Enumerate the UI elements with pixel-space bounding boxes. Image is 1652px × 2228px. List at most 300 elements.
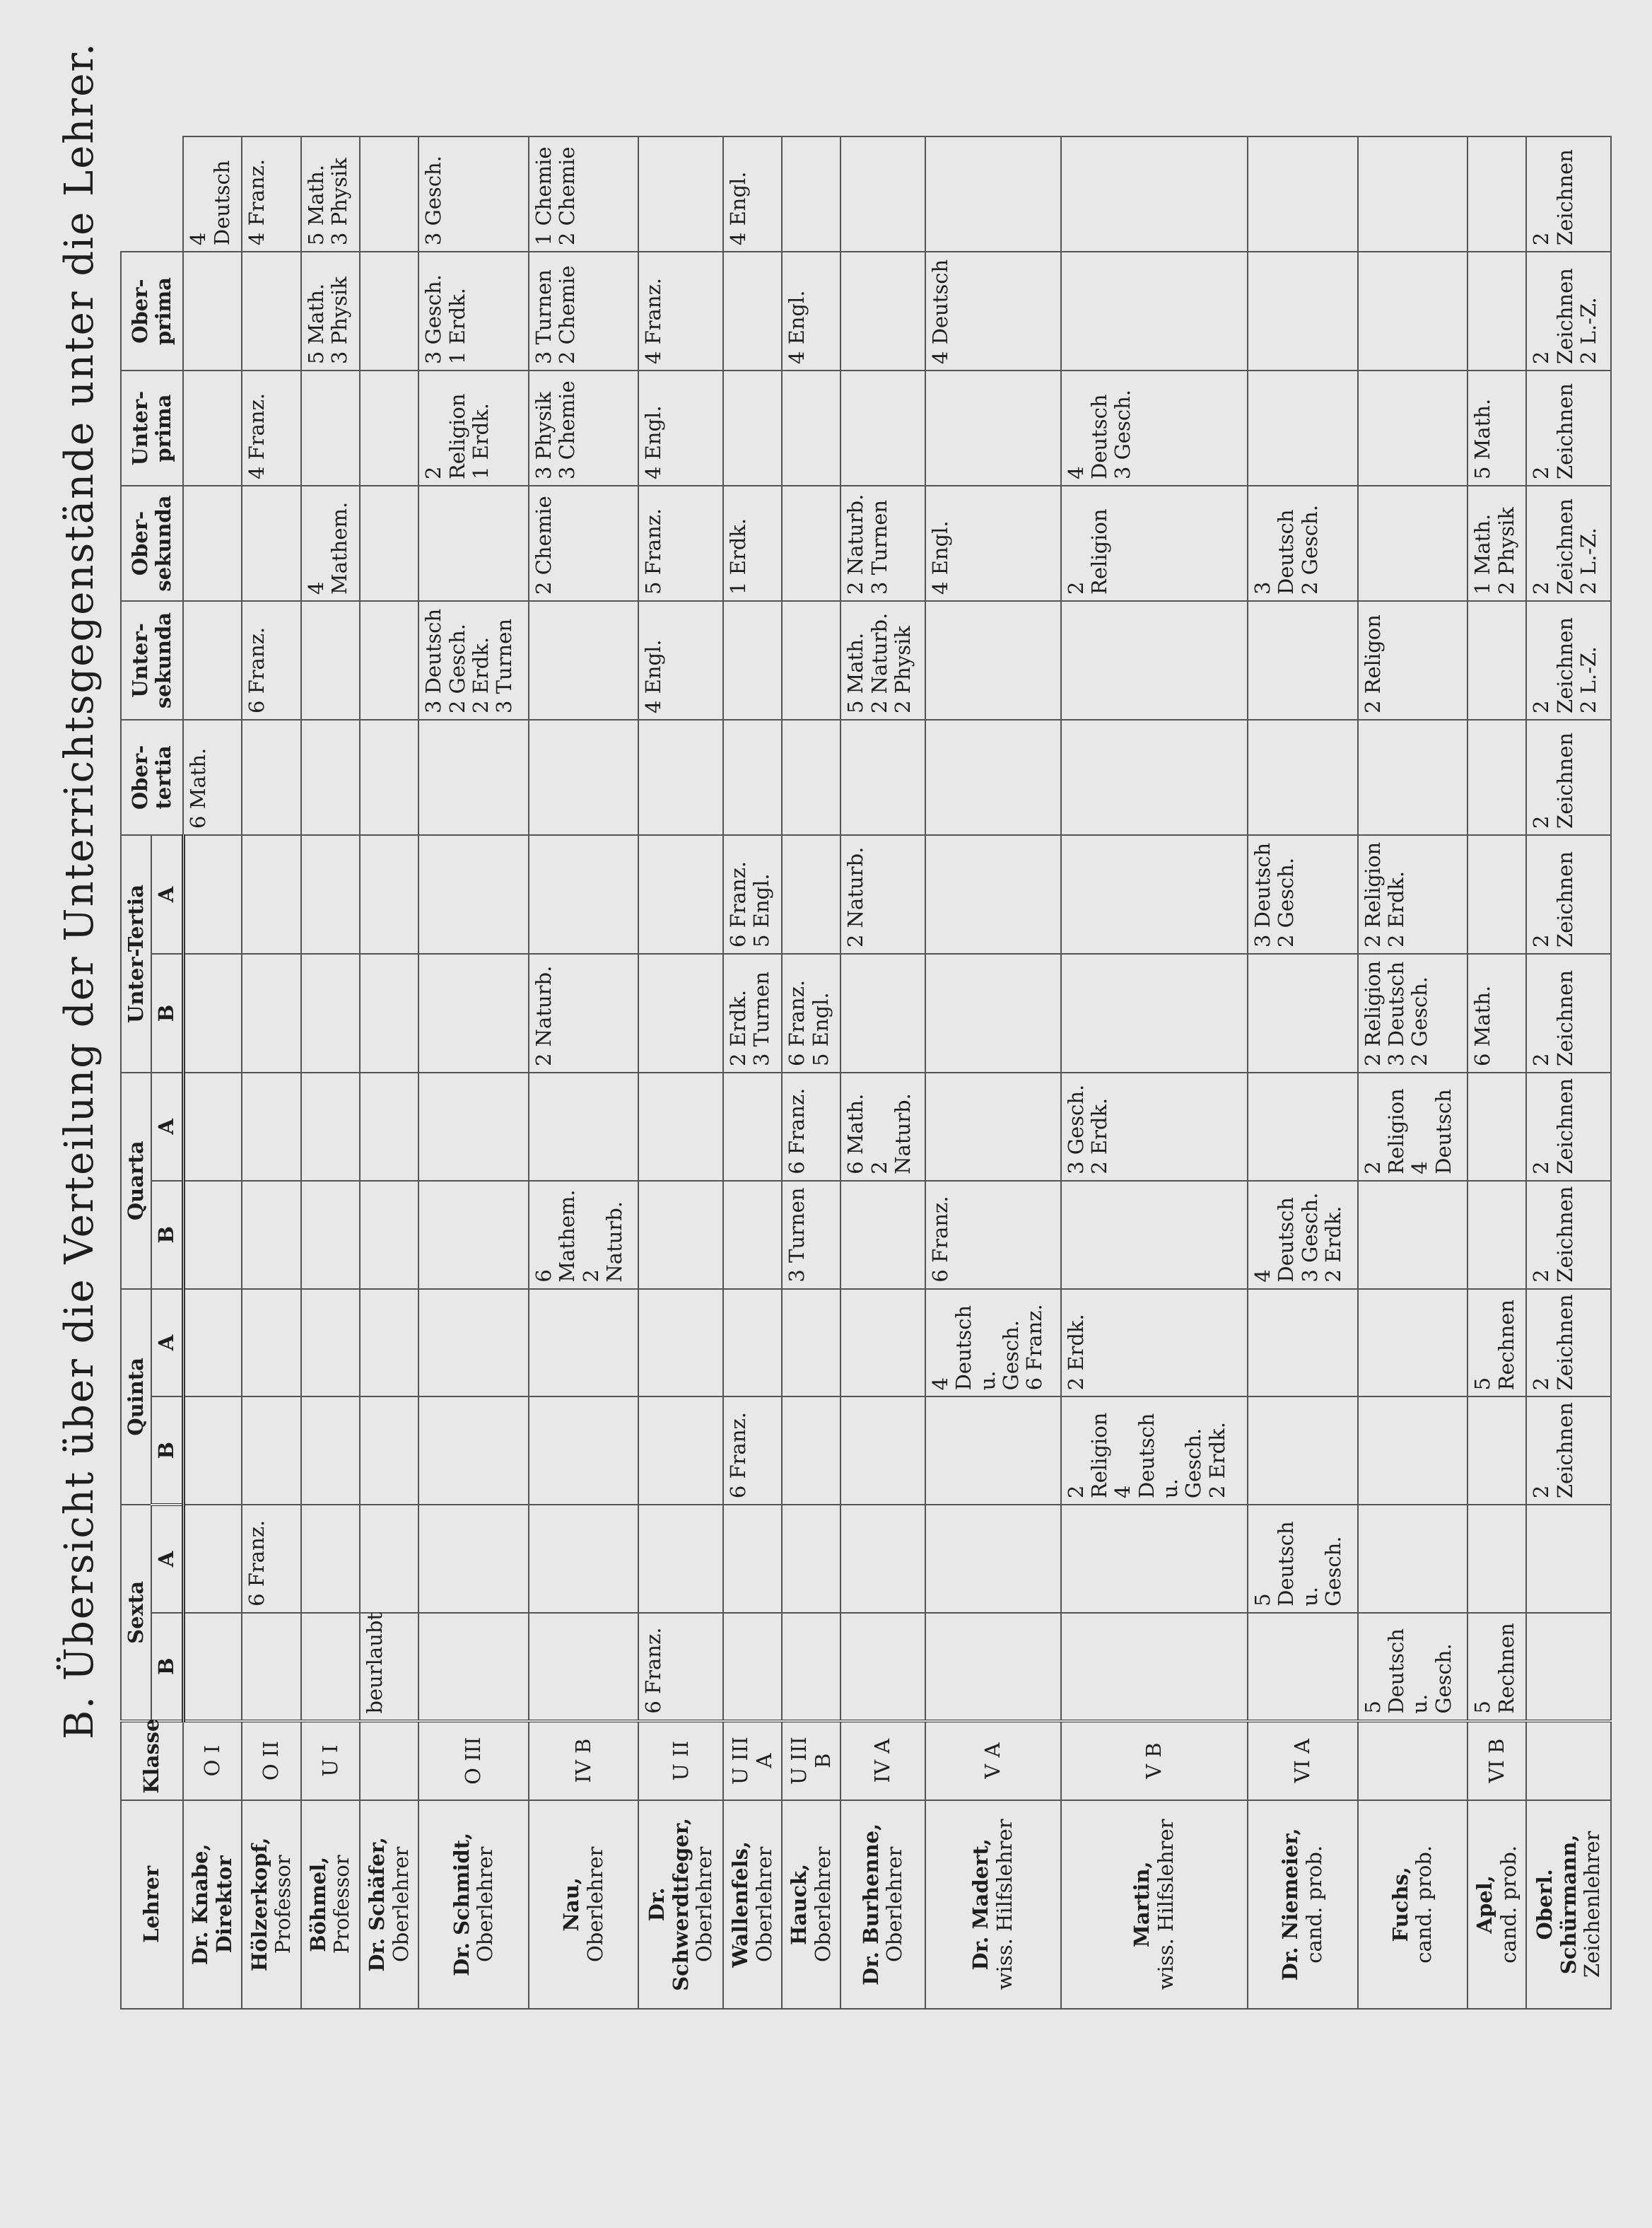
class-cell: U III A	[723, 1721, 782, 1800]
class-cell: O I	[183, 1721, 242, 1800]
lesson-cell	[638, 954, 722, 1073]
lesson-cell: 3 Turnen	[782, 1181, 840, 1289]
teacher-name: Nau,	[559, 1877, 584, 1932]
header-oberprima: Ober- prima	[121, 252, 183, 371]
lesson-cell: 4 Franz.	[242, 371, 300, 486]
lesson-cell	[418, 486, 529, 601]
lesson-cell	[1248, 1613, 1358, 1721]
lesson-cell	[1248, 136, 1358, 252]
lesson-cell	[638, 136, 722, 252]
table-row	[1526, 136, 1611, 2009]
lesson-cell	[360, 252, 418, 371]
lesson-cell	[840, 954, 925, 1073]
header-sub-b: B	[151, 1396, 183, 1505]
lesson-cell	[360, 371, 418, 486]
lesson-cell	[1526, 1613, 1611, 1721]
teacher-cell	[638, 1800, 722, 2009]
lesson-cell	[1468, 1396, 1526, 1505]
header-sub-a: A	[151, 1073, 183, 1181]
lesson-cell	[782, 371, 840, 486]
lesson-cell	[183, 252, 242, 371]
lesson-cell	[1061, 954, 1248, 1073]
header-sub-a: A	[151, 1289, 183, 1397]
teacher-name: Hölzerkopf,	[247, 1837, 271, 1972]
class-cell	[360, 1721, 418, 1800]
lesson-cell	[529, 1289, 639, 1397]
lesson-cell	[301, 1181, 360, 1289]
lesson-cell	[1358, 1396, 1468, 1505]
teacher-name: Dr. Madert,	[968, 1838, 993, 1971]
lesson-cell	[782, 136, 840, 252]
lesson-cell: 2 Zeichnen	[1526, 835, 1611, 954]
lesson-cell	[301, 1505, 360, 1613]
lesson-cell	[183, 601, 242, 720]
lesson-cell	[638, 1181, 722, 1289]
lesson-cell	[242, 835, 300, 954]
lesson-cell	[723, 1073, 782, 1181]
teacher-role: Oberlehrer	[691, 1846, 716, 1963]
lesson-cell	[840, 136, 925, 252]
lesson-cell	[242, 954, 300, 1073]
lesson-cell	[840, 1289, 925, 1397]
lesson-cell	[1248, 954, 1358, 1073]
lesson-cell	[529, 601, 639, 720]
lesson-cell	[638, 720, 722, 835]
lesson-cell	[183, 486, 242, 601]
table-row	[418, 136, 529, 2009]
lesson-cell: 6 Franz.	[782, 1073, 840, 1181]
lesson-cell	[1061, 136, 1248, 252]
lesson-cell	[840, 1505, 925, 1613]
lesson-cell: 6 Math.	[1468, 954, 1526, 1073]
lesson-cell: 2 Religon	[1358, 601, 1468, 720]
lesson-cell: 4 Deutsch	[183, 136, 242, 252]
lesson-cell	[638, 1289, 722, 1397]
lesson-cell	[925, 1073, 1061, 1181]
teacher-name: Wallenfels,	[728, 1841, 753, 1968]
lesson-cell	[529, 720, 639, 835]
header-untersekunda: Unter- sekunda	[121, 601, 183, 720]
header-sub-b: B	[151, 1613, 183, 1721]
teacher-name: Martin,	[1130, 1861, 1154, 1948]
lesson-cell	[242, 252, 300, 371]
lesson-cell	[183, 371, 242, 486]
teacher-name: Fuchs,	[1388, 1867, 1413, 1942]
lesson-cell	[1061, 601, 1248, 720]
header-sub-a: A	[151, 835, 183, 954]
lesson-cell	[183, 954, 242, 1073]
lesson-cell: 6 Franz.	[723, 1396, 782, 1505]
table-row	[301, 136, 360, 2009]
teacher-name: Dr. Schmidt,	[449, 1832, 474, 1976]
class-cell	[1526, 1721, 1611, 1800]
teacher-cell	[301, 1800, 360, 2009]
class-cell: IV B	[529, 1721, 639, 1800]
lesson-cell	[1061, 835, 1248, 954]
lesson-cell: 5 Rechnen	[1468, 1289, 1526, 1397]
table-row	[1248, 136, 1358, 2009]
lesson-cell	[1358, 720, 1468, 835]
table-body	[183, 136, 1611, 2009]
lesson-cell	[1061, 720, 1248, 835]
lesson-cell	[360, 720, 418, 835]
lesson-cell	[1468, 601, 1526, 720]
lesson-cell	[1358, 371, 1468, 486]
lesson-cell	[418, 1613, 529, 1721]
lesson-cell: 4 Deutsch 3 Gesch.	[1061, 371, 1248, 486]
teacher-cell	[418, 1800, 529, 2009]
lesson-cell	[782, 1396, 840, 1505]
lesson-cell	[782, 720, 840, 835]
lesson-cell: 2 Naturb.	[840, 835, 925, 954]
distribution-table-wrapper	[120, 136, 1612, 2010]
lesson-cell: 2 Zeichnen	[1526, 136, 1611, 252]
teacher-name: Hauck,	[787, 1863, 812, 1945]
lesson-cell	[1248, 1396, 1358, 1505]
lesson-cell	[723, 1613, 782, 1721]
lesson-cell: 4 Engl.	[638, 601, 722, 720]
lesson-cell: 2 Religion 4 Deutsch u. Gesch. 2 Erdk.	[1061, 1396, 1248, 1505]
teacher-role: cand. prob.	[1412, 1845, 1436, 1964]
teacher-name: Böhmel,	[305, 1856, 330, 1952]
lesson-cell	[840, 371, 925, 486]
lesson-cell	[925, 136, 1061, 252]
lesson-cell	[782, 1613, 840, 1721]
table-row	[925, 136, 1061, 2009]
teacher-cell	[1468, 1800, 1526, 2009]
class-cell: O III	[418, 1721, 529, 1800]
teacher-name: Dr. Niemeier,	[1278, 1828, 1303, 1981]
lesson-cell: 5 Franz.	[638, 486, 722, 601]
table-row	[782, 136, 840, 2009]
lesson-cell	[360, 1181, 418, 1289]
lesson-cell	[242, 720, 300, 835]
lesson-cell: 3 Deutsch 2 Gesch.	[1248, 835, 1358, 954]
lesson-cell	[301, 1613, 360, 1721]
table-row	[242, 136, 300, 2009]
lesson-cell	[418, 954, 529, 1073]
lesson-cell	[301, 371, 360, 486]
lesson-cell: 6 Math.	[183, 720, 242, 835]
lesson-cell: 2 Naturb. 3 Turnen	[840, 486, 925, 601]
lesson-cell: 3 Gesch. 2 Erdk.	[1061, 1073, 1248, 1181]
lesson-cell: 5 Math. 3 Physik	[301, 252, 360, 371]
teacher-role: Oberlehrer	[473, 1846, 497, 1963]
lesson-cell	[301, 1396, 360, 1505]
lesson-cell: 4 Mathem.	[301, 486, 360, 601]
lesson-cell	[782, 835, 840, 954]
teacher-role: Professor	[271, 1855, 295, 1954]
header-sub-b: B	[151, 1181, 183, 1289]
lesson-cell: 3 Physik 3 Chemie	[529, 371, 639, 486]
lesson-cell	[1468, 1073, 1526, 1181]
lesson-cell	[301, 601, 360, 720]
lesson-cell	[925, 601, 1061, 720]
teacher-cell	[1526, 1800, 1611, 2009]
lesson-cell	[242, 1289, 300, 1397]
lesson-cell	[529, 835, 639, 954]
lesson-cell: 2 Zeichnen	[1526, 954, 1611, 1073]
lesson-cell: 2 Religion 4 Deutsch	[1358, 1073, 1468, 1181]
lesson-cell: 6 Franz.	[925, 1181, 1061, 1289]
teacher-role: wiss. Hilfslehrer	[1153, 1819, 1178, 1990]
teacher-role: Oberlehrer	[882, 1846, 907, 1963]
lesson-cell	[925, 954, 1061, 1073]
lesson-cell	[782, 486, 840, 601]
lesson-cell	[301, 954, 360, 1073]
lesson-cell	[529, 1613, 639, 1721]
teacher-name: Dr. Schwerdtfeger,	[645, 1817, 693, 1991]
lesson-cell	[840, 1396, 925, 1505]
lesson-cell: 2 Zeichnen	[1526, 371, 1611, 486]
lesson-cell	[638, 1505, 722, 1613]
lesson-cell: 4 Engl.	[782, 252, 840, 371]
table-row	[529, 136, 639, 2009]
teacher-cell	[360, 1800, 418, 2009]
lesson-cell	[638, 1396, 722, 1505]
lesson-cell: 6 Math. 2 Naturb.	[840, 1073, 925, 1181]
lesson-cell	[1248, 1289, 1358, 1397]
lesson-cell: 2 Religion	[1061, 486, 1248, 601]
teacher-cell	[1248, 1800, 1358, 2009]
lesson-cell	[183, 1181, 242, 1289]
lesson-cell	[1358, 1505, 1468, 1613]
lesson-cell	[529, 1505, 639, 1613]
lesson-cell	[1468, 252, 1526, 371]
class-cell: VI B	[1468, 1721, 1526, 1800]
lesson-cell	[1248, 1073, 1358, 1181]
lesson-cell: beurlaubt	[360, 1613, 418, 1721]
teacher-name: Apel,	[1472, 1875, 1497, 1934]
teacher-cell	[183, 1800, 242, 2009]
lesson-cell: 2 Religion 3 Deutsch 2 Gesch.	[1358, 954, 1468, 1073]
lesson-cell	[840, 252, 925, 371]
class-cell: O II	[242, 1721, 300, 1800]
lesson-cell	[529, 1396, 639, 1505]
lesson-cell	[1468, 136, 1526, 252]
lesson-cell	[418, 1073, 529, 1181]
lesson-cell	[1526, 1505, 1611, 1613]
teacher-role: wiss. Hilfslehrer	[992, 1819, 1017, 1990]
lesson-cell: 2 Zeichnen	[1526, 1073, 1611, 1181]
teacher-cell	[840, 1800, 925, 2009]
teacher-role: Professor	[329, 1855, 354, 1954]
lesson-cell	[301, 1073, 360, 1181]
lesson-cell	[925, 1505, 1061, 1613]
header-sub-a: A	[151, 1505, 183, 1613]
lesson-cell: 2 Religion 1 Erdk.	[418, 371, 529, 486]
lesson-cell	[723, 720, 782, 835]
lesson-cell	[723, 1181, 782, 1289]
teacher-name: Dr. Schäfer,	[365, 1837, 389, 1972]
lesson-cell: 2 Zeichnen	[1526, 1396, 1611, 1505]
lesson-cell	[301, 1289, 360, 1397]
lesson-cell: 2 Zeichnen	[1526, 1181, 1611, 1289]
lesson-cell	[925, 720, 1061, 835]
lesson-cell	[183, 1396, 242, 1505]
lesson-cell: 1 Chemie 2 Chemie	[529, 136, 639, 252]
lesson-cell	[1358, 1181, 1468, 1289]
lesson-cell	[360, 601, 418, 720]
teacher-name: Dr. Burhenne,	[858, 1823, 883, 1985]
lesson-cell	[301, 720, 360, 835]
lesson-cell	[782, 1505, 840, 1613]
lesson-cell	[723, 1289, 782, 1397]
lesson-cell	[301, 835, 360, 954]
table-row	[360, 136, 418, 2009]
lesson-cell	[529, 1073, 639, 1181]
lesson-cell	[360, 954, 418, 1073]
lesson-cell	[840, 1181, 925, 1289]
header-quarta: Quarta	[121, 1073, 151, 1289]
lesson-cell: 3 Deutsch 2 Gesch.	[1248, 486, 1358, 601]
teacher-role: Oberlehrer	[582, 1846, 607, 1963]
lesson-cell	[638, 835, 722, 954]
header-unter-tertia: Unter-Tertia	[121, 835, 151, 1073]
lesson-cell	[418, 835, 529, 954]
lesson-cell	[840, 1613, 925, 1721]
lesson-cell	[418, 1396, 529, 1505]
lesson-cell	[1358, 136, 1468, 252]
table-row	[1468, 136, 1526, 2009]
lesson-cell	[1468, 1181, 1526, 1289]
table-row	[1358, 136, 1468, 2009]
lesson-cell	[723, 601, 782, 720]
header-lehrer: Lehrer	[121, 1800, 183, 2009]
lesson-cell	[360, 1073, 418, 1181]
lesson-cell: 6 Franz. 5 Engl.	[782, 954, 840, 1073]
lesson-cell: 3 Gesch. 1 Erdk.	[418, 252, 529, 371]
lesson-cell	[183, 1505, 242, 1613]
lesson-cell: 4 Deutsch 3 Gesch. 2 Erdk.	[1248, 1181, 1358, 1289]
lesson-cell	[782, 601, 840, 720]
lesson-cell: 5 Deutsch u. Gesch.	[1358, 1613, 1468, 1721]
lesson-cell: 2 Zeichnen 2 L.-Z.	[1526, 486, 1611, 601]
teacher-name: Oberl. Schürmann,	[1533, 1834, 1581, 1975]
lesson-cell	[418, 1181, 529, 1289]
lesson-cell: 2 Zeichnen 2 L.-Z.	[1526, 601, 1611, 720]
lesson-cell	[360, 136, 418, 252]
lesson-cell	[1061, 1613, 1248, 1721]
lesson-cell	[723, 371, 782, 486]
teacher-role: Zeichenlehrer	[1579, 1831, 1604, 1978]
header-unterprima: Unter- prima	[121, 371, 183, 486]
lesson-cell: 2 Zeichnen	[1526, 1289, 1611, 1397]
lesson-cell	[418, 1289, 529, 1397]
lesson-cell	[782, 1289, 840, 1397]
teacher-role: cand. prob.	[1496, 1845, 1521, 1964]
class-cell: U II	[638, 1721, 722, 1800]
teacher-role: Oberlehrer	[810, 1846, 835, 1963]
table-row	[1061, 136, 1248, 2009]
class-cell: U I	[301, 1721, 360, 1800]
lesson-cell: 4 Franz.	[242, 136, 300, 252]
lesson-cell: 4 Engl.	[925, 486, 1061, 601]
header-klasse: Klasse	[121, 1721, 183, 1800]
lesson-cell	[242, 1181, 300, 1289]
lesson-cell: 4 Deutsch	[925, 252, 1061, 371]
class-cell: V B	[1061, 1721, 1248, 1800]
lesson-cell	[183, 1613, 242, 1721]
lesson-cell	[1248, 252, 1358, 371]
lesson-cell	[1061, 252, 1248, 371]
teacher-name: Dr. Knabe, Direktor	[188, 1843, 236, 1966]
lesson-cell: 5 Math. 3 Physik	[301, 136, 360, 252]
teacher-cell	[242, 1800, 300, 2009]
header-obertertia: Ober- tertia	[121, 720, 183, 835]
lesson-cell	[925, 835, 1061, 954]
lesson-cell	[360, 1289, 418, 1397]
table-row	[723, 136, 782, 2009]
lesson-cell	[183, 1289, 242, 1397]
lesson-cell	[418, 1505, 529, 1613]
lesson-cell	[360, 835, 418, 954]
lesson-cell: 2 Chemie	[529, 486, 639, 601]
lesson-cell	[242, 1613, 300, 1721]
teacher-role: Oberlehrer	[388, 1846, 413, 1963]
lesson-cell: 2 Religion 2 Erdk.	[1358, 835, 1468, 954]
teacher-cell	[1061, 1800, 1248, 2009]
table-row	[840, 136, 925, 2009]
lesson-cell	[723, 252, 782, 371]
teacher-cell	[529, 1800, 639, 2009]
lesson-cell: 3 Deutsch 2 Gesch. 2 Erdk. 3 Turnen	[418, 601, 529, 720]
lesson-cell: 5 Rechnen	[1468, 1613, 1526, 1721]
lesson-cell: 6 Mathem. 2 Naturb.	[529, 1181, 639, 1289]
lesson-cell	[723, 1505, 782, 1613]
lesson-cell	[1248, 601, 1358, 720]
lesson-cell: 4 Deutsch u. Gesch. 6 Franz.	[925, 1289, 1061, 1397]
lesson-cell: 4 Engl.	[638, 371, 722, 486]
lesson-cell: 3 Gesch.	[418, 136, 529, 252]
lesson-cell: 1 Erdk.	[723, 486, 782, 601]
lesson-cell	[360, 1396, 418, 1505]
table-row	[638, 136, 722, 2009]
lesson-cell: 6 Franz. 5 Engl.	[723, 835, 782, 954]
lesson-cell	[183, 835, 242, 954]
lesson-cell	[242, 486, 300, 601]
lesson-cell: 6 Franz.	[638, 1613, 722, 1721]
class-cell: U III B	[782, 1721, 840, 1800]
lesson-cell: 4 Franz.	[638, 252, 722, 371]
lesson-cell	[1358, 252, 1468, 371]
lesson-cell	[638, 1073, 722, 1181]
lesson-cell	[1468, 720, 1526, 835]
teacher-cell	[723, 1800, 782, 2009]
header-sexta: Sexta	[121, 1505, 151, 1721]
lesson-cell: 2 Zeichnen	[1526, 720, 1611, 835]
lesson-cell	[242, 1073, 300, 1181]
lesson-cell	[1468, 1505, 1526, 1613]
lesson-cell	[1248, 720, 1358, 835]
distribution-table	[120, 136, 1612, 2010]
lesson-cell	[1061, 1505, 1248, 1613]
lesson-cell	[360, 1505, 418, 1613]
lesson-cell: 4 Engl.	[723, 136, 782, 252]
teacher-cell	[782, 1800, 840, 2009]
lesson-cell	[925, 371, 1061, 486]
lesson-cell	[1358, 1289, 1468, 1397]
header-sub-b: B	[151, 954, 183, 1073]
lesson-cell: 3 Turnen 2 Chemie	[529, 252, 639, 371]
lesson-cell	[1061, 1181, 1248, 1289]
header-quinta: Quinta	[121, 1289, 151, 1505]
lesson-cell	[840, 720, 925, 835]
lesson-cell: 2 Erdk. 3 Turnen	[723, 954, 782, 1073]
teacher-role: Oberlehrer	[751, 1846, 776, 1963]
lesson-cell: 1 Math. 2 Physik	[1468, 486, 1526, 601]
lesson-cell: 5 Math. 2 Naturb. 2 Physik	[840, 601, 925, 720]
